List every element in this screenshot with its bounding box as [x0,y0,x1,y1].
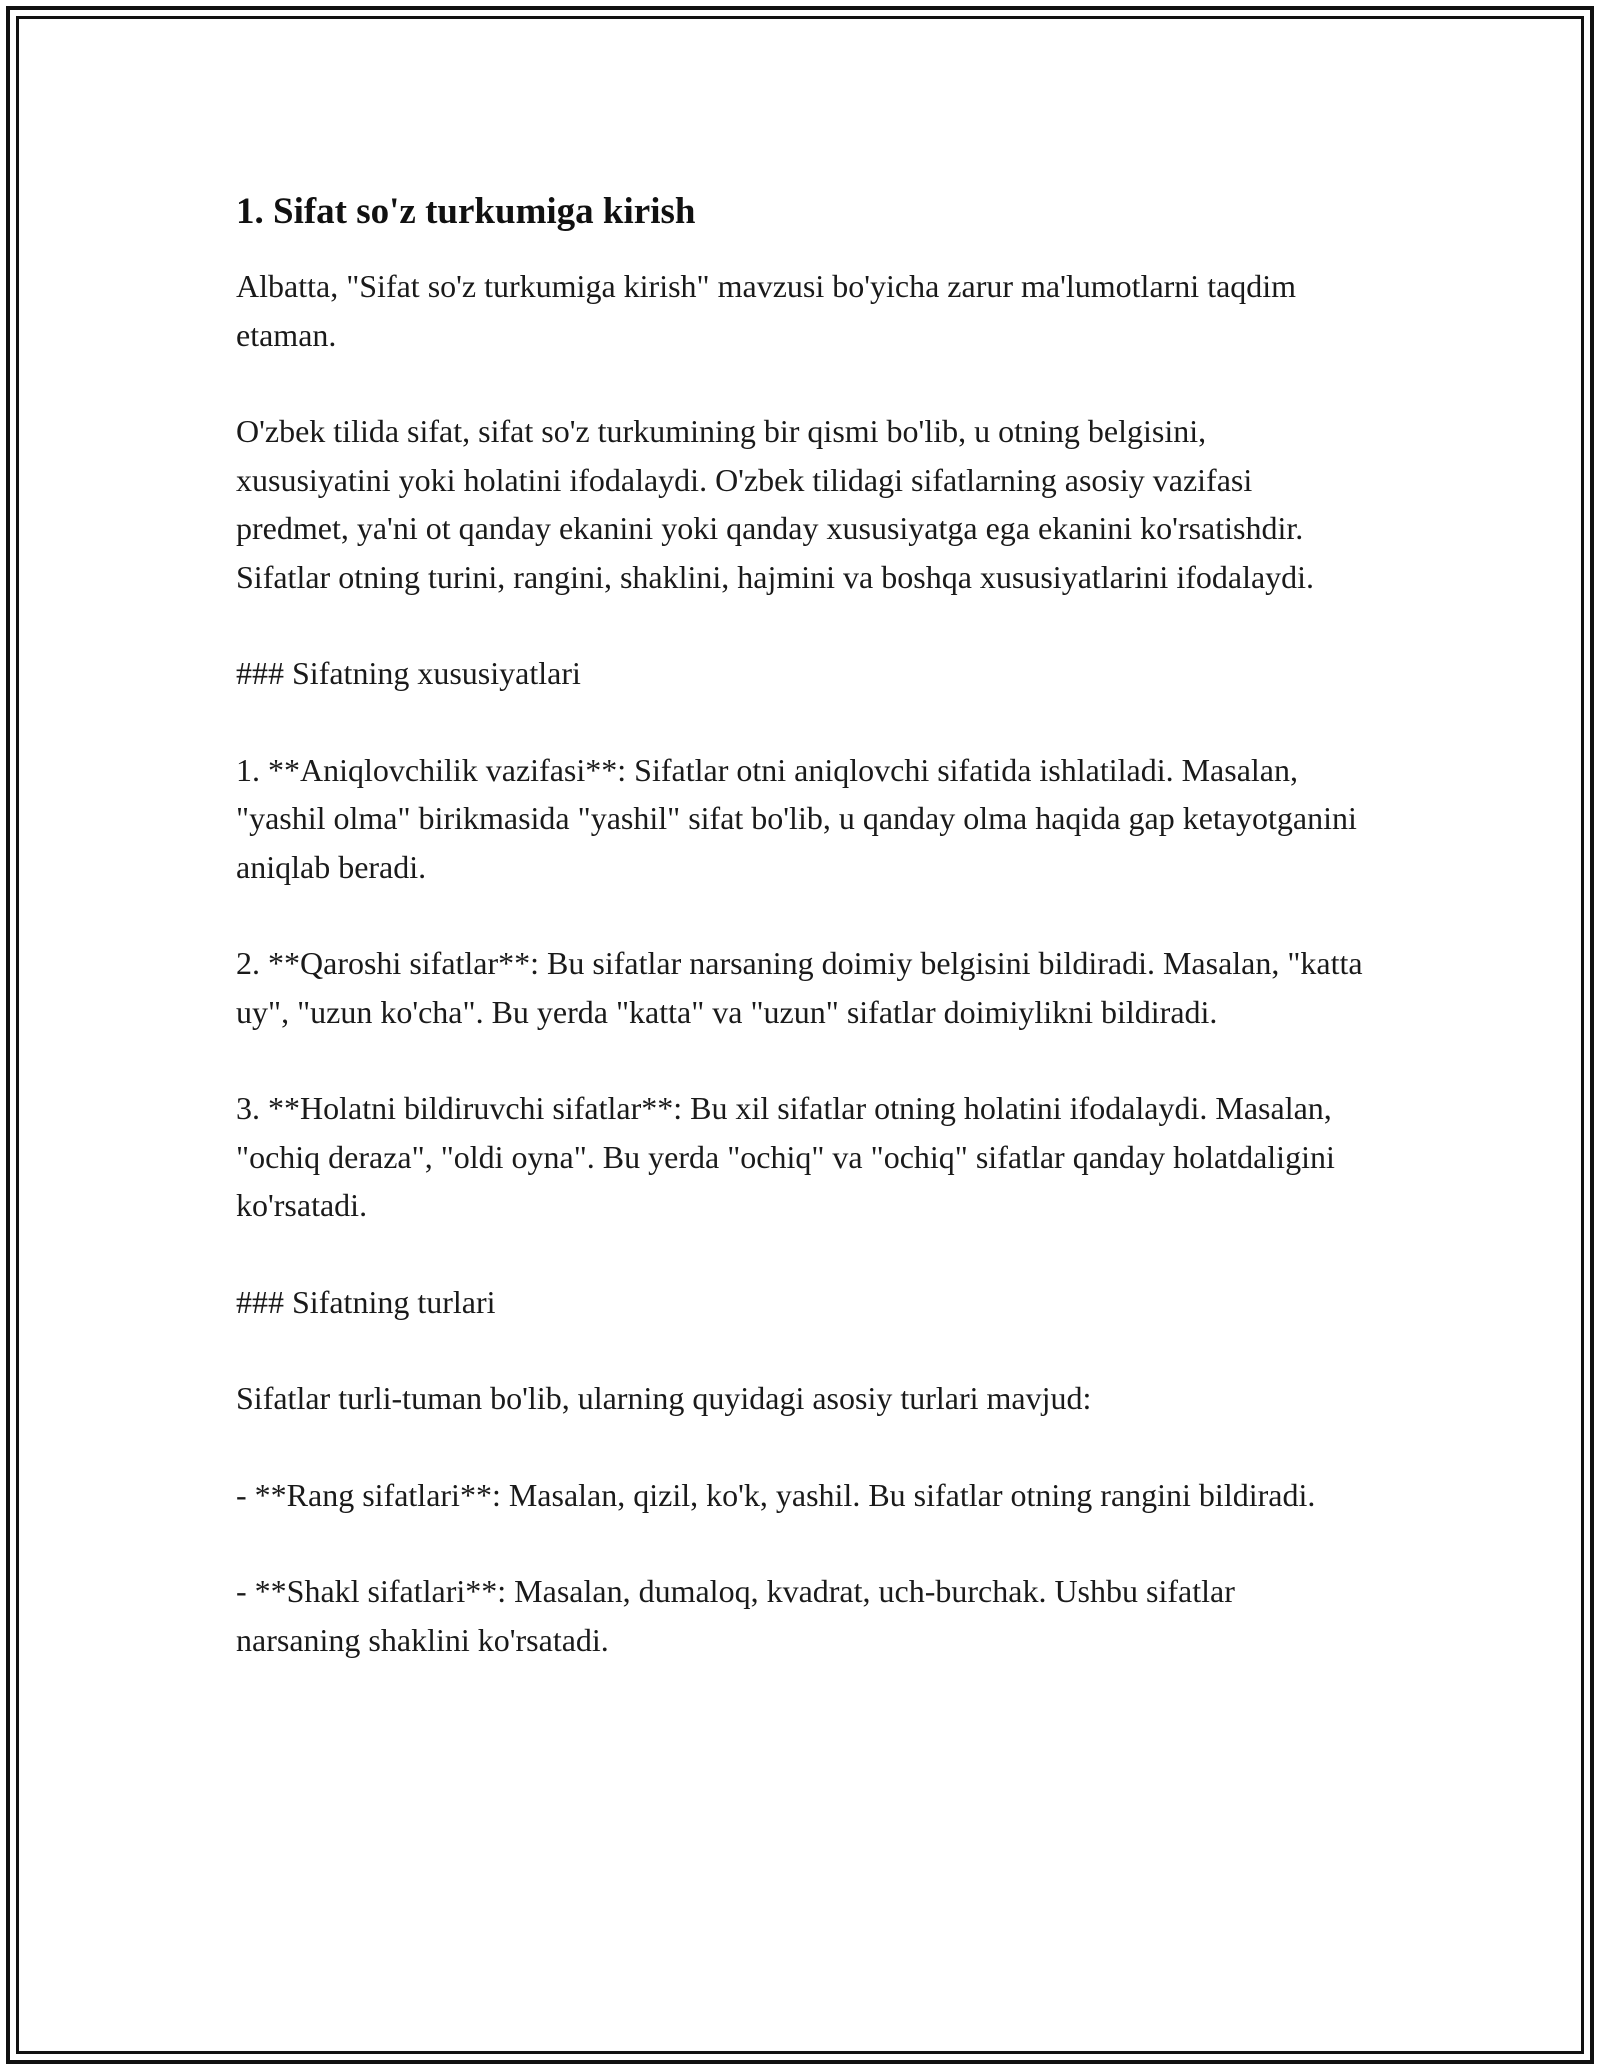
bullet-item-shape: - **Shakl sifatlari**: Masalan, dumaloq, kvadrat, uch-burchak. Ushbu sifatlar narsaning shaklini ko'rsatadi. [236,1573,1235,1658]
document-body [236,188,1366,1664]
types-intro-paragraph: Sifatlar turli-tuman bo'lib, ularning quyidagi asosiy turlari mavjud: [236,1380,1092,1416]
bullet-item-color: - **Rang sifatlari**: Masalan, qizil, ko'k, yashil. Bu sifatlar otning rangini bildiradi. [236,1476,1316,1513]
intro-paragraph: Albatta, "Sifat so'z turkumiga kirish" mavzusi bo'yicha zarur ma'lumotlarni taqdim etaman. [236,268,1297,353]
section-heading-types: ### Sifatning turlari [236,1283,496,1320]
document-title: 1. Sifat so'z turkumiga kirish [236,191,696,232]
list-item-attributive: 1. **Aniqlovchilik vazifasi**: Sifatlar otni aniqlovchi sifatida ishlatiladi. Masalan, "yashil olma" birikmasida "yashil" sifat bo'lib, u qanday olma haqida gap ketayotganini aniqlab beradi. [236,751,1357,885]
list-item-state: 3. **Holatni bildiruvchi sifatlar**: Bu xil sifatlar otning holatini ifodalaydi. Masalan, "ochiq deraza", "oldi oyna". Bu yerda "ochiq" va "ochiq" sifatlar qanday holatdaligini ko'rsatadi. [236,1090,1335,1223]
list-item-permanent: 2. **Qaroshi sifatlar**: Bu sifatlar narsaning doimiy belgisini bildiradi. Masalan, "katta uy", "uzun ko'cha". Bu yerda "katta" va "uzun" sifatlar doimiylikni bildiradi. [236,945,1363,1030]
section-heading-properties: ### Sifatning xususiyatlari [236,655,581,691]
definition-paragraph: O'zbek tilida sifat, sifat so'z turkumining bir qismi bo'lib, u otning belgisini, xususiyatini yoki holatini ifodalaydi. O'zbek tilidagi sifatlarning asosiy vazifasi predmet, ya'ni ot qanday ekanini yoki qanday xususiyatga ega ekanini ko'rsatishdir. Sifatlar otning turini, rangini, shaklini, hajmini va boshqa xususiyatlarini ifodalaydi. [236,413,1315,595]
